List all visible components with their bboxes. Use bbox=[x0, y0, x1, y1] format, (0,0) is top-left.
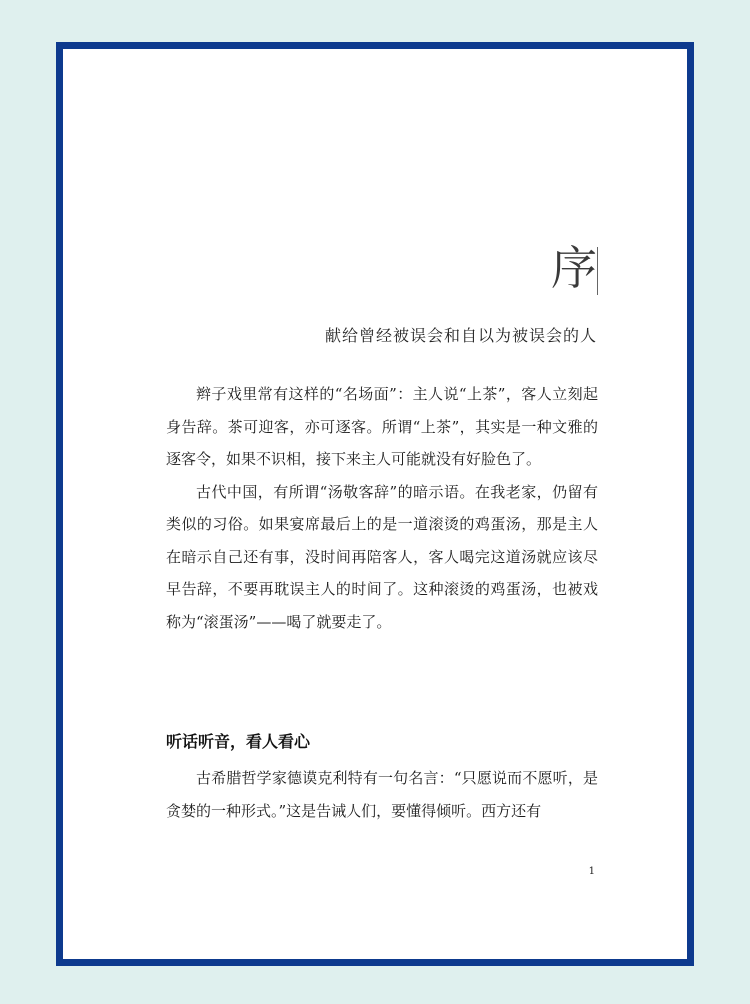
section-text bbox=[166, 762, 598, 827]
page-number: 1 bbox=[588, 866, 595, 877]
chapter-subtitle: 献给曾经被误会和自以为被误会的人 bbox=[324, 326, 597, 345]
section-heading: 听话听音，看人看心 bbox=[166, 732, 311, 751]
book-page bbox=[56, 42, 694, 966]
chapter-title: 序 bbox=[551, 241, 597, 295]
intro-text bbox=[166, 378, 598, 638]
paragraph: 古代中国，有所谓“汤敬客辞”的暗示语。在我老家，仍留有类似的习俗。如果宴席最后上的是一道滚烫的鸡蛋汤，那是主人在暗示自己还有事，没时间再陪客人，客人喝完这道汤就应该尽早告辞，不要再耽误主人的时间了。这种滚烫的鸡蛋汤，也被戏称为“滚蛋汤”——喝了就要走了。 bbox=[166, 482, 598, 631]
paragraph: 辫子戏里常有这样的“名场面”：主人说“上茶”，客人立刻起身告辞。茶可迎客，亦可逐客。所谓“上茶”，其实是一种文雅的逐客令，如果不识相，接下来主人可能就没有好脸色了。 bbox=[166, 385, 598, 468]
title-divider bbox=[597, 247, 598, 295]
paragraph: 古希腊哲学家德谟克利特有一句名言：“只愿说而不愿听，是贪婪的一种形式。”这是告诫人们，要懂得倾听。西方还有 bbox=[166, 769, 598, 820]
